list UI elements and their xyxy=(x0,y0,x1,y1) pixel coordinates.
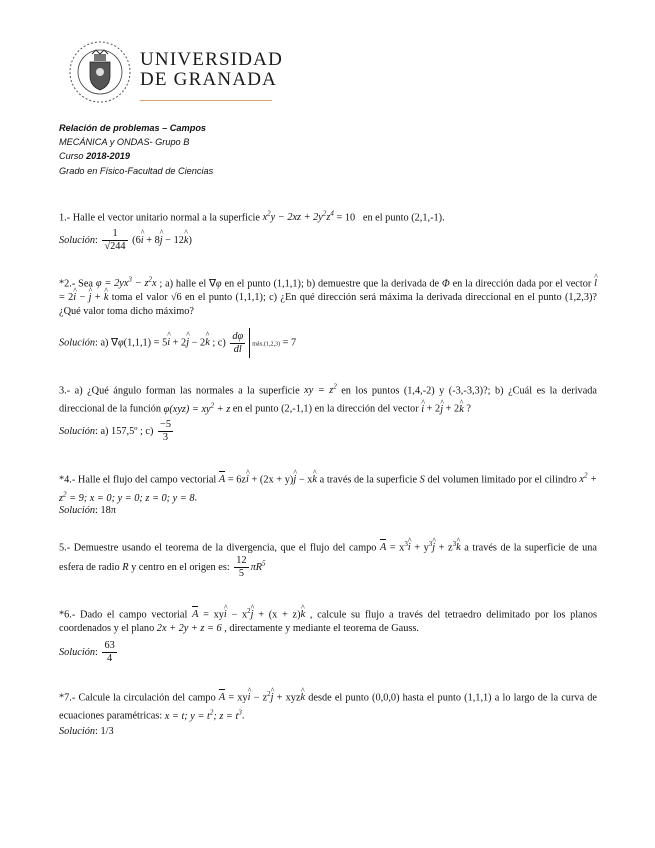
degree-name: Grado en Físico-Facultad de Ciencias xyxy=(59,165,214,176)
problem-5: 5.- Demuestre usando el teorema de la divergencia, que el flujo del campo $A = x^3i$ ^ + $y^3j$ ^ + $z^3k$ ^ a través de la superficie de una esfera de radio R y centro en el origen es: $\frac{12}{5}$ $\pi R^5$ xyxy=(59,537,597,580)
university-name xyxy=(140,50,283,90)
course-name: MECÁNICA y ONDAS- Grupo B xyxy=(59,137,190,148)
solution-4: Solución: 18π xyxy=(59,505,116,516)
subject-title: Relación de problemas – Campos xyxy=(59,123,207,133)
solution-6: Solución: $\frac{63}{4}$ xyxy=(59,640,115,664)
solution-2: Solución: a) ∇φ(1,1,1) = 5i ^ + 2j ^ − 2k ^ ; c) $\frac{d\varphi}{dl}$ máx.(1,2,3) = 7 xyxy=(59,328,296,358)
problem-4: *4.- Halle el flujo del campo vectorial A = 6zi ^ + (2x + y)j ^ − xk ^ a través de la superficie S del volumen limitado por el cilindro $x^2 + z^2 = 9$; x = 0; y = 0; z = 0; y = 8. xyxy=(59,469,597,506)
document-meta xyxy=(59,121,213,178)
university-name-line2: DE GRANADA xyxy=(140,69,278,90)
problem-3: 3.- a) ¿Qué ángulo forman las normales a la superficie xy = $z^2$ en los puntos (1,4,-2) y (-3,-3,3)?; b) ¿Cuál es la derivada direccional de la función $\varphi(xyz) = xy^2 + z$ en el punto (2,-1,1) en la dirección del vector i ^ + 2j ^ + 2k ^ ? xyxy=(59,380,597,417)
solution-7: Solución: 1/3 xyxy=(59,726,114,737)
problem-1: 1.- Halle el vector unitario normal a la superficie $x^2y - 2xz + 2y^2z^4 = 10$ en el punto (2,1,-1). xyxy=(59,210,445,224)
university-name-line1: UNIVERSIDAD xyxy=(140,49,284,70)
header-divider xyxy=(140,100,272,101)
problem-7: *7.- Calcule la circulación del campo A = xyi ^ − $z^2j$ ^ + xyzk ^ desde el punto (0,0,0) hasta el punto (1,1,1) a lo largo de la curva de ecuaciones paramétricas: x = t; $y = t^2$; $z = t^3$. xyxy=(59,687,597,724)
university-seal-logo xyxy=(68,40,132,104)
solution-1: Solución: $\frac{1}{√244}$ (6i ^ + 8j ^ − 12k ^) xyxy=(59,228,192,253)
academic-year: Curso 2018-2019 xyxy=(59,151,130,162)
problem-6: *6.- Dado el campo vectorial A = xyi ^ − $x^2j$ ^ + (x + z)k ^ , calcule su flujo a través del tetraedro delimitado por los planos coordenados y el plano 2x + 2y + z = 6 , directamente y mediante el teorema de Gauss. xyxy=(59,604,597,636)
solution-3: Solución: a) 157,5º ; c) $\frac{-5}{3}$ xyxy=(59,419,171,443)
problem-2: *2.- Sea $\varphi = 2yx^3 - z^2x$ ; a) halle el ∇φ en el punto (1,1,1); b) demuestre que la derivada de Φ en la dirección dada por el vector l ^ = 2i ^ − j ^ + k ^ toma el valor √6 en el punto (1,1,1); c) ¿En qué dirección será máxima la derivada direccional en el punto (1,2,3)? ¿Qué valor toma dicho máximo? xyxy=(59,273,597,319)
